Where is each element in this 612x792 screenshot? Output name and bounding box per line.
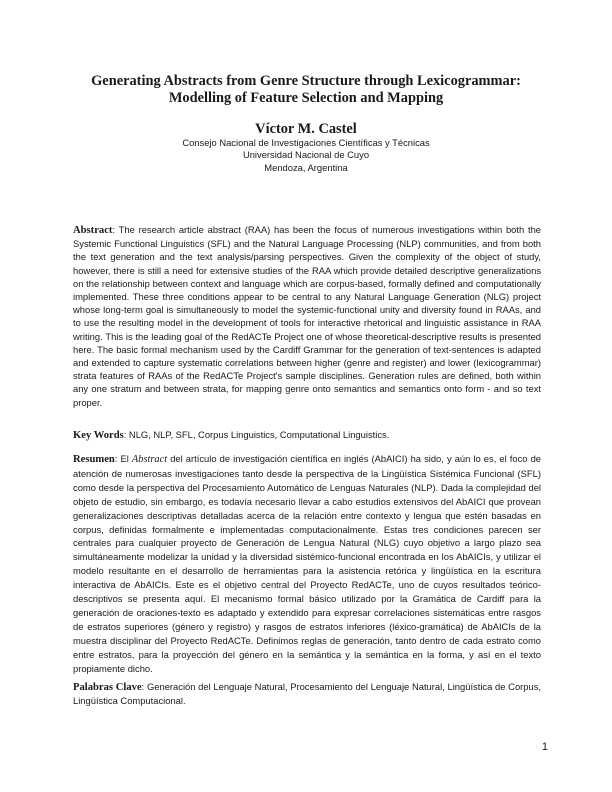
resumen-pre: : El bbox=[114, 453, 132, 464]
palabras-clave-text: : Generación del Lenguaje Natural, Procesamiento del Lenguaje Natural, Lingüística de Corpus, Lingüística Computacional. bbox=[73, 681, 541, 707]
affiliation-line-1: Consejo Nacional de Investigaciones Científicas y Técnicas bbox=[182, 137, 430, 148]
author-name: Víctor M. Castel bbox=[255, 121, 357, 137]
resumen-text: del artículo de investigación científica en inglés (AbAICI) ha sido, y aún lo es, el foco de atención de numerosas investigaciones tanto desde la perspectiva de la Lingüística Sistémica Funcional (SFL) como desde la perspectiva del Procesamiento Automático de Lenguas Naturales (NLP). Dada la complejidad del objeto de estudio, sin embargo, es todavía necesario llevar a cabo estudios extensivos del AbAICI que provean generalizaciones descriptivas detalladas acerca de la relación entre contexto y lengua que estén basadas en corpus, definidas formalmente e implementadas computacionalmente. Estas tres condiciones parecen ser centrales para cualquier proyecto de Generación de Lengua Natural (NLG) cuyo objetivo a largo plazo sea simultáneamente modelizar la unidad y la diversidad sistémico-funcional encontrada en los AbAICIs, y utilizar el modelo resultante en el desarrollo de herramientas para la asistencia retórica y lingüística en la escritura interactiva de AbAICIs. Este es el objetivo central del Proyecto RedACTe, uno de cuyos resultados teórico-descriptivos se presenta aquí. El mecanismo formal básico utilizado por la Gramática de Cardiff para la generación de oraciones-texto es adaptado y extendido para expresar correlaciones sistemáticas entre rasgos de estratos superiores (género y registro) y rasgos de estratos inferiores (léxico-gramática) de AbAICIs de la muestra disciplinar del Proyecto RedACTe. Definimos reglas de generación, tanto dentro de cada estrato como entre estratos, para la proyección del género en la semántica y la semántica en la forma, y así en el texto propiamente dicho. bbox=[73, 453, 541, 674]
palabras-clave-paragraph bbox=[73, 680, 541, 707]
affiliation-line-2: Universidad Nacional de Cuyo bbox=[242, 149, 370, 161]
keywords-paragraph bbox=[73, 428, 541, 442]
resumen-label: Resumen bbox=[73, 454, 115, 465]
affiliation-line-3: Mendoza, Argentina bbox=[264, 161, 348, 173]
abstract-label: Abstract bbox=[73, 225, 113, 236]
abstract-text: : The research article abstract (RAA) has been the focus of numerous investigations within both the Systemic Functional Linguistics (SFL) and the Natural Language Processing (NLP) communities, and from both the text generation and the text analysis/parsing perspectives. Given the complexity of the object of study, however, there is still a need for extensive studies of the RAA which provide detailed descriptive generalizations on the relationship between context and language which are corpus-based, formally defined and computationally implemented. These three conditions appear to be central to any Natural Language Generation (NLG) project whose long-term goal is simultaneously to model the systemic-functional unity and diversity found in RAAs, and to use the resulting model in the development of tools for interactive rhetorical and linguistic assistance in RAA writing. This is the leading goal of the RedACTe Project one of whose theoretical-descriptive results is presented here. The basic formal mechanism used by the Cardiff Grammar for the generation of text-sentences is adapted and extended to capture systematic correlations between higher (genre and register) and lower (lexicogrammar) strata features of RAAs of the RedACTe Project's sample disciplines. Generation rules are defined, both within any one stratum and between strata, for mapping genre onto semantics and semantics onto form - and so text proper. bbox=[73, 224, 541, 408]
resumen-paragraph bbox=[73, 452, 541, 676]
paper-title bbox=[60, 73, 552, 107]
page-number: 1 bbox=[541, 741, 548, 753]
title-line-2: Modelling of Feature Selection and Mapping bbox=[168, 90, 444, 106]
abstract-paragraph bbox=[73, 223, 541, 409]
resumen-italic-term: Abstract bbox=[131, 454, 168, 465]
palabras-clave-label: Palabras Clave bbox=[73, 682, 142, 693]
title-line-1: Generating Abstracts from Genre Structure through Lexicogrammar: bbox=[91, 73, 521, 89]
keywords-label: Key Words bbox=[73, 430, 124, 441]
keywords-text: : NLG, NLP, SFL, Corpus Linguistics, Computational Linguistics. bbox=[123, 429, 390, 440]
author-affiliation bbox=[60, 137, 552, 174]
